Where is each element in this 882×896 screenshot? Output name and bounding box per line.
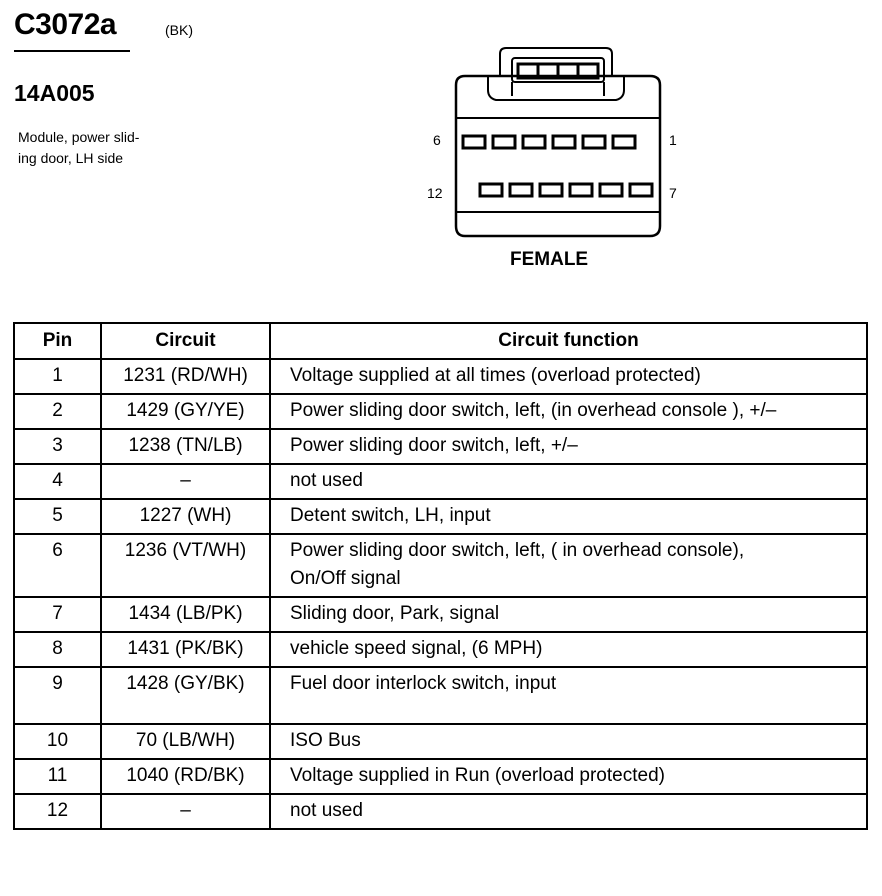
table-header-row <box>14 323 867 359</box>
pin-cell: 9 <box>14 667 101 724</box>
circuit-cell: 1231 (RD/WH) <box>101 359 270 394</box>
connector-id: C3072a <box>14 8 117 41</box>
table-row <box>14 724 867 759</box>
circuit-cell: 1434 (LB/PK) <box>101 597 270 632</box>
header-circuit: Circuit <box>101 323 270 359</box>
circuit-cell: 1236 (VT/WH) <box>101 534 270 597</box>
pin-label-12: 12 <box>427 185 443 201</box>
circuit-cell: 1227 (WH) <box>101 499 270 534</box>
circuit-cell: 1238 (TN/LB) <box>101 429 270 464</box>
table-row <box>14 667 867 724</box>
table-row <box>14 429 867 464</box>
table-row <box>14 394 867 429</box>
connector-color: (BK) <box>165 22 193 38</box>
function-cell: Voltage supplied in Run (overload protected) <box>270 759 867 794</box>
table-row <box>14 794 867 829</box>
pin-cell: 8 <box>14 632 101 667</box>
circuit-cell: – <box>101 464 270 499</box>
function-cell: Power sliding door switch, left, ( in overhead console), On/Off signal <box>270 534 867 597</box>
pin-cell: 6 <box>14 534 101 597</box>
circuit-cell: 1429 (GY/YE) <box>101 394 270 429</box>
function-cell: Voltage supplied at all times (overload protected) <box>270 359 867 394</box>
function-cell: Power sliding door switch, left, +/– <box>270 429 867 464</box>
pin-cell: 12 <box>14 794 101 829</box>
pin-cell: 2 <box>14 394 101 429</box>
table-row <box>14 464 867 499</box>
function-cell: vehicle speed signal, (6 MPH) <box>270 632 867 667</box>
circuit-cell: 1040 (RD/BK) <box>101 759 270 794</box>
table-row <box>14 632 867 667</box>
circuit-cell: 70 (LB/WH) <box>101 724 270 759</box>
table-row <box>14 359 867 394</box>
circuit-cell: 1428 (GY/BK) <box>101 667 270 724</box>
pin-cell: 1 <box>14 359 101 394</box>
pin-cell: 5 <box>14 499 101 534</box>
function-cell: not used <box>270 794 867 829</box>
part-number: 14A005 <box>14 80 95 106</box>
connector-id-underline <box>14 50 130 52</box>
function-cell: Detent switch, LH, input <box>270 499 867 534</box>
pin-cell: 3 <box>14 429 101 464</box>
table-row <box>14 499 867 534</box>
function-cell: not used <box>270 464 867 499</box>
function-cell: Power sliding door switch, left, (in overhead console ), +/– <box>270 394 867 429</box>
function-cell: ISO Bus <box>270 724 867 759</box>
function-cell: Sliding door, Park, signal <box>270 597 867 632</box>
pin-label-7: 7 <box>669 185 677 201</box>
pin-cell: 10 <box>14 724 101 759</box>
pin-cell: 7 <box>14 597 101 632</box>
circuit-cell: 1431 (PK/BK) <box>101 632 270 667</box>
table-row <box>14 759 867 794</box>
table-row <box>14 534 867 597</box>
pin-cell: 11 <box>14 759 101 794</box>
function-cell: Fuel door interlock switch, input <box>270 667 867 724</box>
header-circuit-function: Circuit function <box>270 323 867 359</box>
connector-gender-label: FEMALE <box>510 249 589 270</box>
pin-table <box>13 322 868 830</box>
table-row <box>14 597 867 632</box>
connector-face-diagram <box>420 40 700 280</box>
pin-label-6: 6 <box>433 132 441 148</box>
pin-cell: 4 <box>14 464 101 499</box>
circuit-cell: – <box>101 794 270 829</box>
connector-description: Module, power slid- ing door, LH side <box>18 129 140 166</box>
header-pin: Pin <box>14 323 101 359</box>
pin-label-1: 1 <box>669 132 677 148</box>
